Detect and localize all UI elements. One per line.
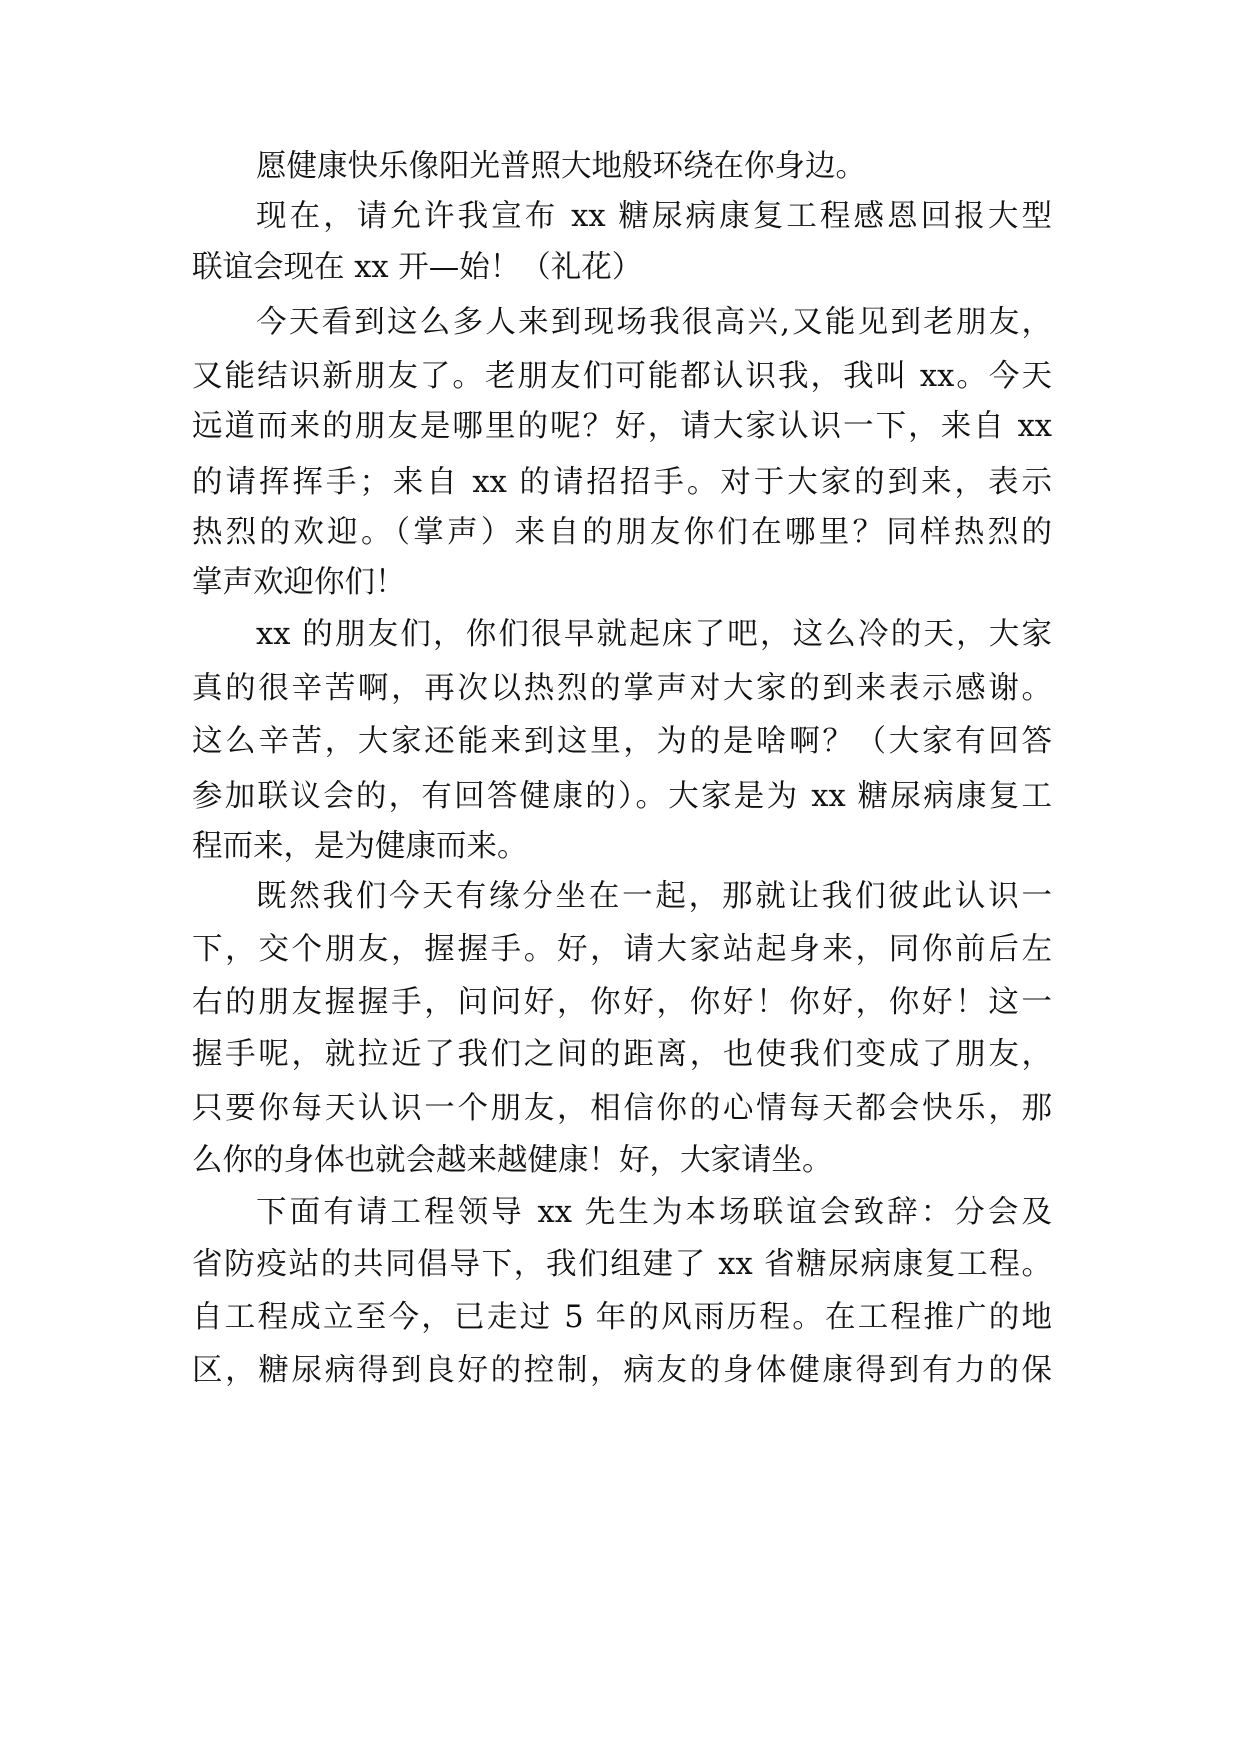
text-line: 既然我们今天有缘分坐在一起，那就让我们彼此认识一 — [256, 879, 1052, 914]
text-line: 远道而来的朋友是哪里的呢？好，请大家认识一下，来自 xx — [192, 409, 1052, 444]
text-line: 的请挥挥手；来自 xx 的请招招手。对于大家的到来，表示 — [192, 465, 1052, 500]
text-line: 只要你每天认识一个朋友，相信你的心情每天都会快乐，那 — [192, 1091, 1052, 1126]
text-line: 愿健康快乐像阳光普照大地般环绕在你身边。 — [256, 149, 866, 184]
text-line: 握手呢，就拉近了我们之间的距离，也使我们变成了朋友， — [192, 1037, 1052, 1072]
text-line: 现在，请允许我宣布 xx 糖尿病康复工程感恩回报大型 — [256, 199, 1052, 234]
text-line: 下面有请工程领导 xx 先生为本场联谊会致辞：分会及 — [256, 1195, 1052, 1230]
text-line: 程而来，是为健康而来。 — [192, 829, 528, 864]
text-line: 真的很辛苦啊，再次以热烈的掌声对大家的到来表示感谢。 — [192, 671, 1052, 706]
text-line: 么你的身体也就会越来越健康！好，大家请坐。 — [192, 1143, 833, 1178]
text-line: 区，糖尿病得到良好的控制，病友的身体健康得到有力的保 — [192, 1353, 1052, 1388]
text-line: 省防疫站的共同倡导下，我们组建了 xx 省糖尿病康复工程。 — [192, 1247, 1052, 1282]
text-line: 今天看到这么多人来到现场我很高兴,又能见到老朋友， — [256, 305, 1052, 340]
text-line: 下，交个朋友，握握手。好，请大家站起身来，同你前后左 — [192, 932, 1052, 967]
text-line: 参加联议会的，有回答健康的）。大家是为 xx 糖尿病康复工 — [192, 779, 1052, 814]
text-line: 联谊会现在 xx 开—始！（礼花） — [192, 250, 643, 285]
text-line: 自工程成立至今，已走过 5 年的风雨历程。在工程推广的地 — [192, 1300, 1052, 1335]
text-line: 又能结识新朋友了。老朋友们可能都认识我，我叫 xx。今天 — [192, 359, 1052, 394]
text-line: 掌声欢迎你们！ — [192, 565, 406, 600]
text-line: 这么辛苦，大家还能来到这里，为的是啥啊？（大家有回答 — [192, 724, 1052, 759]
text-line: xx 的朋友们，你们很早就起床了吧，这么冷的天，大家 — [256, 617, 1052, 652]
text-line: 右的朋友握握手，问问好，你好，你好！你好，你好！这一 — [192, 985, 1052, 1020]
text-line: 热烈的欢迎。（掌声）来自的朋友你们在哪里？同样热烈的 — [192, 515, 1052, 550]
